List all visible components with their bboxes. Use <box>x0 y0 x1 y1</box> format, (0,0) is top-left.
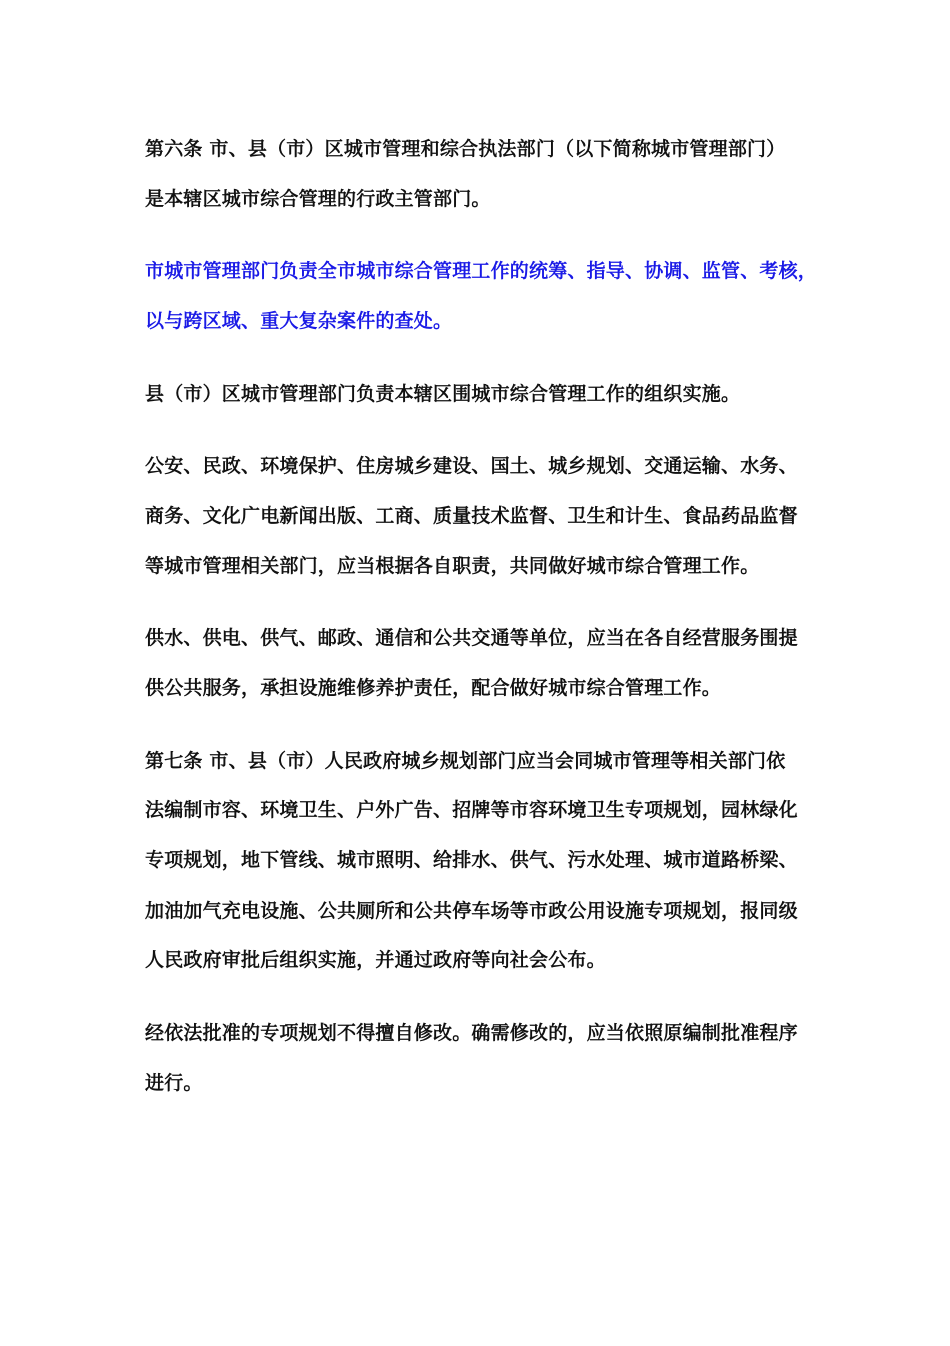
article-7-line-1: 第七条 市、县（市）人民政府城乡规划部门应当会同城市管理等相关部门依 <box>145 750 786 772</box>
utility-units-line-2: 供公共服务，承担设施维修养护责任，配合做好城市综合管理工作。 <box>145 677 722 699</box>
article-7-line-4: 加油加气充电设施、公共厕所和公共停车场等市政公用设施专项规划，报同级 <box>145 900 798 922</box>
city-dept-duties-line-1: 市城市管理部门负责全市城市综合管理工作的统筹、指导、协调、监管、考核， <box>145 260 818 282</box>
city-dept-duties-line-2: 以与跨区域、重大复杂案件的查处。 <box>145 310 453 332</box>
utility-units-line-1: 供水、供电、供气、邮政、通信和公共交通等单位，应当在各自经营服务围提 <box>145 627 798 649</box>
county-dept-duties-line-1: 县（市）区城市管理部门负责本辖区围城市综合管理工作的组织实施。 <box>145 383 741 405</box>
article-6-line-1: 第六条 市、县（市）区城市管理和综合执法部门（以下简称城市管理部门） <box>145 138 786 160</box>
related-depts-line-2: 商务、文化广电新闻出版、工商、质量技术监督、卫生和计生、食品药品监督 <box>145 505 798 527</box>
plan-modification-line-2: 进行。 <box>145 1072 203 1094</box>
related-depts-line-1: 公安、民政、环境保护、住房城乡建设、国土、城乡规划、交通运输、水务、 <box>145 455 798 477</box>
plan-modification-line-1: 经依法批准的专项规划不得擅自修改。确需修改的，应当依照原编制批准程序 <box>145 1022 798 1044</box>
article-7-line-3: 专项规划，地下管线、城市照明、给排水、供气、污水处理、城市道路桥梁、 <box>145 849 798 871</box>
related-depts-line-3: 等城市管理相关部门，应当根据各自职责，共同做好城市综合管理工作。 <box>145 555 760 577</box>
article-7-line-2: 法编制市容、环境卫生、户外广告、招牌等市容环境卫生专项规划，园林绿化 <box>145 799 798 821</box>
article-6-line-2: 是本辖区城市综合管理的行政主管部门。 <box>145 188 491 210</box>
article-7-line-5: 人民政府审批后组织实施，并通过政府等向社会公布。 <box>145 949 606 971</box>
